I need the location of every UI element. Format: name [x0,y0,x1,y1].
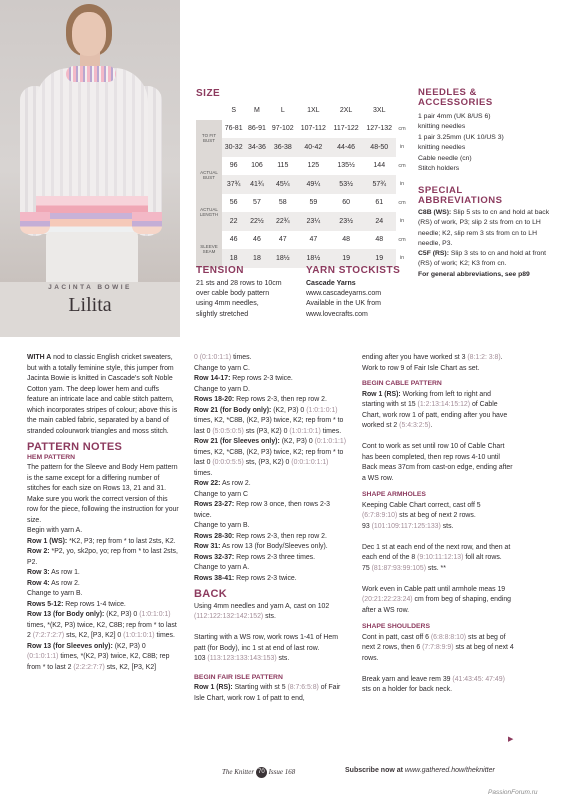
size-cell: 23½ [330,212,363,231]
row-text: sts, K2, [P3, K2] [104,663,157,671]
size-cell: 23¼ [297,212,330,231]
size-values: (112:122:132:142:152) [194,613,264,620]
instruction-line: Change to yarn C [194,490,249,498]
needles-item: 1 pair 3.25mm (UK 10/US 3) [418,133,504,141]
pattern-title: Lilita [68,294,112,316]
intro-lead: WITH A [27,354,52,361]
instruction-line: Change to yarn B. [194,522,250,529]
size-cell: 44-46 [330,138,363,157]
size-cell: 57 [253,199,261,207]
needles-item: 1 pair 4mm (UK 8/US 6) [418,113,491,120]
row-text: (K2, P3) 0 [271,406,307,414]
size-cell: 37¾ [222,175,245,194]
size-unit: in [399,181,405,188]
row-label: Row 13 (for Body only): [27,611,105,618]
instruction-line: Change to yarn D. [194,385,250,393]
sweater-left-cuff [20,212,50,234]
row-instruction [27,579,179,590]
size-col-header: L [280,106,285,114]
row-text: times. [231,354,252,361]
size-cell: 36-38 [269,138,297,157]
row-label: Row 21 (for Sleeves only): [194,438,280,445]
size-cell: 30-32 [222,138,245,157]
tension-line: 21 sts and 28 rows to 10cm [196,280,282,287]
row-text: times, K2, *C8B, (K2, P3) twice, K2; rep from * to last 0 [194,448,344,466]
size-cell: 86-91 [247,125,266,133]
size-cell: 106 [251,162,263,170]
row-text: 93 [362,522,372,530]
hem-text: The pattern for the Sleeve and Body Hem pattern is the same except for a differing number of stitches for each size on Rows 13, 21 and 31. Make sure you work the correct version of this row for the piece, following the instruction for your size. [27,464,179,524]
size-values: (7:2:7:2:7) [32,632,65,639]
size-cell: 61 [375,199,384,207]
row-instruction [194,553,347,564]
size-cell: 24 [363,212,397,231]
size-heading: SIZE [196,88,221,99]
size-cell: 53½ [330,175,363,194]
size-values: (41:43:45: 47:49) [452,675,505,683]
abbr-term: C8B (WS): [418,209,452,216]
size-values: (1:0:1:0:1) [123,632,155,639]
size-cell: 144 [373,162,386,170]
row-label: Rows 28-30: [194,532,235,540]
size-values: (1:0:1:0:1) [289,427,321,435]
row-text: As row 1. [49,569,80,576]
row-text: foll alt rows. [463,554,502,561]
size-values: (6:7:8:9:10) [362,512,398,519]
size-unit: cm [398,162,406,169]
model-face [72,12,106,56]
yarn-brand: Cascade Yarns [306,280,356,287]
size-cell: 46 [253,236,261,244]
size-col-header: M [254,106,260,114]
shape-shoulders-heading: SHAPE SHOULDERS [362,623,430,630]
size-unit: cm [398,199,406,206]
size-cell: 19 [330,249,363,268]
abbr-c8b [418,208,558,249]
needles-heading-line: NEEDLES & [418,87,477,98]
row-instruction [194,374,347,385]
row-text: Rep rows 2-3, then rep row 2. [234,532,327,540]
row-text: Cont in patt, cast off 6 [362,633,431,641]
row-text: (K2, P3) 0 [279,438,315,445]
size-col-header: 1XL [307,106,320,114]
row-text: As row 2. [49,579,80,587]
row-instruction [194,683,347,704]
cable-pattern-heading: BEGIN CABLE PATTERN [362,380,442,387]
size-col-header: S [231,106,236,114]
size-cell: 18½ [297,249,330,268]
size-cell: 48-50 [363,138,397,157]
row-instruction [194,437,347,479]
row-instruction [27,610,179,642]
instruction-line: Change to yarn C. [194,364,250,372]
row-text: (K2, P3) 0 [104,611,140,618]
row-instruction [194,353,347,364]
magazine-name: The Knitter [222,768,255,777]
size-cell: 97-102 [271,125,294,133]
size-cell: 18 [222,249,245,268]
abbr-term: C5F (RS): [418,250,449,258]
row-text: sts at beg of next 2 rows, then 6 [362,633,506,651]
abbr-general [418,270,558,280]
abbr-c5f [418,249,558,270]
size-values: (2:2:2:7:7) [73,663,105,671]
tension-line: slightly stretched [196,310,249,318]
abbr-definition: Slip 3 sts to cn and hold at front (RS) of work; K2; K3 from cn. [418,250,547,268]
row-label: Row 13 (for Sleeves only): [27,642,113,650]
instruction-line: Work to row 9 of Fair Isle Chart as set. [362,364,480,372]
row-label: Row 1 (RS): [194,684,233,691]
row-instruction [194,532,347,543]
row-text: times. [154,632,175,639]
row-text: Rep rows 2-3, then rep row 2. [234,396,327,403]
needles-heading [418,88,558,108]
size-cell: 46 [229,236,238,244]
yarn-line: Available in the UK from [306,300,381,308]
row-label: Row 14-17: [194,375,231,382]
row-text: sts. [276,655,290,662]
footer-magazine [222,767,295,778]
row-label: Row 21 (for Body only): [194,406,272,414]
size-cell: 19 [363,249,397,268]
size-header-row [196,101,408,120]
size-cell: 76-81 [224,125,243,133]
tension-text [196,279,296,320]
size-table-row [196,157,408,176]
instruction-line: Begin with yarn A. [27,527,83,534]
size-cell: 48 [342,236,351,244]
row-label: Rows 18-20: [194,396,235,403]
yarn-stockists-heading: YARN STOCKISTS [306,265,401,276]
row-text: Keeping Cable Chart correct, cast off 5 [362,501,481,509]
instruction-line [362,564,514,575]
needles-heading-line: ACCESSORIES [418,97,493,108]
size-values: (0:0:1:0:1:1) [291,459,329,466]
footer-subscribe [345,767,495,774]
sweater-right-cuff [132,212,162,234]
yarn-stockists-text [306,279,416,320]
yarn-url: www.cascadeyarns.com [306,290,382,298]
size-row-label: ACTUAL LENGTH [196,194,222,231]
back-heading: BACK [194,588,227,600]
row-instruction [194,542,347,553]
size-values: (101:109:117:125:133) [371,522,441,530]
yarn-url: www.lovecrafts.com [306,310,368,318]
row-text: . [430,422,433,429]
paragraph-gap [362,532,514,543]
size-cell: 40-42 [297,138,330,157]
abbr-general-text: For general abbreviations, see p89 [418,270,530,278]
size-cell: 57¾ [363,175,397,194]
size-corner [196,101,222,120]
size-values: (0:0:0:5:5) [212,459,244,466]
size-table-row [196,138,408,157]
row-instruction [194,574,347,585]
instruction-line [362,633,514,665]
paragraph-gap [362,574,514,585]
instruction-line [362,543,514,564]
size-values: (1:0:1:0:1) [306,406,338,414]
tension-line: using 4mm needles, [196,300,259,308]
size-values: (8:7:6:5:8) [287,684,319,691]
row-text: As row 13 (for Body/Sleeves only). [220,543,328,550]
row-text: times, *(K2, P3) twice, K2, C8B; rep from * to last 2 [27,621,177,639]
row-text: sts. ** [426,564,446,572]
row-text: sts (P3, K2) 0 [243,427,290,435]
pattern-notes-heading: PATTERN NOTES [27,441,123,453]
row-text: (K2, P3) 0 [112,642,146,650]
column-3 [362,353,514,696]
size-cell: 34-36 [245,138,268,157]
page-number: 70 [256,767,267,778]
size-row-label: ACTUAL BUST [196,157,222,194]
size-cell: 22½ [245,212,268,231]
size-table-row [196,212,408,231]
row-text: Rep rows 2-3 three times. [234,553,316,561]
instruction-line: Change to yarn A. [194,564,250,571]
size-values: (1:0:1:0:1) [139,611,171,618]
row-text: Working from left to right and starting with st 15 [362,390,491,408]
row-instruction [27,642,179,674]
row-text: Starting with st 5 [232,684,288,691]
row-instruction [362,390,514,432]
size-cell: 96 [229,162,238,170]
row-text: *K2, P3; rep from * to last 2sts, K2. [67,537,176,545]
instruction-line [194,602,347,623]
row-text: sts, (P3, K2) 0 [243,459,292,466]
size-unit: in [399,144,405,151]
watermark: PassionForum.ru [488,789,538,796]
issue-number: Issue 168 [268,768,296,777]
row-label: Rows 38-41: [194,574,235,582]
row-text: Using 4mm needles and yarn A, cast on 102 [194,602,330,610]
tension-line: over cable body pattern [196,290,270,298]
continue-arrow-icon: ▶ [508,736,514,743]
size-values: (113:123:133:143:153) [207,655,277,662]
row-text: Break yarn and leave rem 39 [362,675,453,683]
instruction-line: Cont to work as set until row 10 of Cable Chart has been completed, then rep rows 4-10 until Back meas 37cm from cast-on edge, ending after a WS row. [362,443,513,482]
size-values: (8:1:2: 3:8) [467,354,501,361]
size-table-row [196,175,408,194]
instruction-line [362,675,514,696]
row-text: sts at beg of next 4 rows. [362,644,514,662]
subscribe-text: Subscribe now at [345,767,403,774]
intro-text: nod to classic English cricket sweaters, but with a totally feminine style, this jumper from Jacinta Bowie is knitted in Cascade's soft Noble Cotton yarn. The deep lower hem and cuffs feature an intricate lace and cable stitch pattern, which incorporates stripes of colour; above this is the main cabled fabric, separated by a band of stranded colourwork triangles and moss stitch. [27,354,178,435]
size-cell: 47 [278,236,287,244]
row-text: Rep row 3 once, then rows 2-3 twice. [194,501,330,519]
needles-item: knitting needles [418,123,466,131]
model-photo [0,0,180,282]
size-table-row [196,231,408,250]
row-instruction [194,479,347,490]
row-label: Row 22: [194,480,221,487]
row-text: 103 [194,655,208,662]
instruction-line: Starting with a WS row, work rows 1-41 of Hem patt (for Body), inc 1 st at end of last row. [194,634,338,652]
row-text: sts, K2, [P3, K2] 0 [64,632,124,639]
row-text: sts on a holder for back neck. [362,686,453,693]
row-instruction [194,500,347,521]
hem-pattern-heading: HEM PATTERN [27,453,76,461]
size-cell: 107-112 [300,125,326,133]
size-cell: 127-132 [366,125,393,133]
row-text: cm from beg of shaping, ending after a WS row. [362,596,512,614]
size-table-row [196,194,408,213]
instruction-line [362,585,514,617]
size-values: (5:0:5:0:5) [212,427,244,435]
shape-armholes-heading: SHAPE ARMHOLES [362,491,426,498]
row-text: times, *(K2, P3) twice, K2, C8B; rep from * to last 2 [27,653,170,671]
intro-paragraph [27,353,179,437]
size-cell: 60 [342,199,351,207]
size-values: (81:87:93:99:105) [371,564,426,572]
size-values: (5:4:3:2:5) [399,422,431,429]
size-cell: 56 [229,199,238,207]
paragraph-gap [194,623,347,634]
size-cell: 47 [309,236,318,244]
row-text: ending after you have worked st 3 [362,354,468,361]
size-cell: 45¼ [269,175,297,194]
row-text: times, K2, *C8B, (K2, P3) twice, K2; rep from * to last 0 [194,417,344,435]
column-2 [194,353,347,704]
row-text: Rep rows 1-4 twice. [63,600,126,608]
row-text: sts at beg of next 2 rows. [397,512,476,519]
paragraph-gap [362,664,514,675]
size-cell: 135½ [337,162,355,170]
size-col-header: 3XL [373,106,386,114]
row-text: sts. [440,522,454,530]
row-label: Rows 23-27: [194,501,235,508]
size-cell: 18½ [269,249,297,268]
size-cell: 48 [375,236,384,244]
row-label: Row 1 (WS): [27,537,68,545]
size-cell: 58 [278,199,287,207]
size-cell: 18 [245,249,268,268]
row-text: Work even in Cable patt until armhole meas 19 [362,585,506,593]
size-cell: 115 [277,162,289,170]
row-text: Rep rows 2-3 twice. [234,574,297,582]
size-values: (20:21:22:23:24) [362,596,413,603]
row-text: As row 2. [220,480,251,487]
row-label: Row 3: [27,569,50,576]
size-values: (0:1:0:1:1) [27,653,59,660]
row-label: Row 31: [194,543,221,550]
size-cell: 59 [309,199,318,207]
row-instruction [27,537,179,548]
size-cell: 22 [222,212,245,231]
size-values: (6:8:8:8:10) [430,633,467,641]
size-col-header: 2XL [339,106,353,114]
row-text: Dec 1 st at each end of the next row, and then at each end of the 8 [362,543,511,561]
row-instruction [27,600,179,611]
needles-item: Cable needle (cn) [418,154,472,162]
row-instruction [27,568,179,579]
row-label: Row 2: [27,548,50,555]
instruction-line [362,522,514,533]
size-values: 0 (0:1:0:1:1) [194,354,232,361]
size-unit: in [399,255,405,262]
abbreviations-heading [418,186,558,206]
size-unit: cm [398,236,406,243]
abbr-heading-line: SPECIAL [418,185,463,196]
row-label: Row 1 (RS): [362,390,401,398]
needles-item: knitting needles [418,144,466,152]
size-cell: 125 [307,162,320,170]
instruction-line [194,654,347,665]
abbr-definition: Slip 5 sts to cn and hold at back (RS) of work, P3; slip 2 sts from cn to LH needle; K2, slip rem 3 sts from cn to LH needle, P3. [418,209,550,247]
row-instruction [27,547,179,568]
size-table [196,101,408,268]
size-cell: 49¼ [297,175,330,194]
size-cell: 117-122 [333,125,359,133]
size-values: (0:1:0:1:1) [314,438,347,445]
row-instruction [194,406,347,438]
tension-heading: TENSION [196,265,244,276]
size-row-label: SLEEVE SEAM [196,231,222,268]
size-values: (9:10:11:12:13) [417,554,464,561]
size-cell: 22¾ [269,212,297,231]
size-values: (7:7:8:9:9) [422,644,454,651]
row-text: Rep rows 2-3 twice. [230,375,293,382]
row-instruction [194,395,347,406]
abbr-heading-line: ABBREVIATIONS [418,195,503,206]
row-text: 75 [362,564,372,572]
instruction-line [362,353,514,364]
size-table-row [196,120,408,139]
skirt [46,232,138,282]
row-text: *P2, yo, sk2po, yo; rep from * to last 2sts, P2. [27,548,178,566]
row-text: of Fair Isle Chart, work row 1 of patt to end, [194,684,341,702]
row-text: sts. [263,613,276,620]
size-row-label: TO FIT BUST [196,120,222,157]
row-text: times. [320,427,342,435]
paragraph-gap [362,432,514,443]
row-label: Rows 32-37: [194,553,235,561]
row-label: Rows 5-12: [27,600,64,608]
abbreviations-text [418,208,558,280]
needles-list [418,112,558,174]
unit-spacer [396,101,408,120]
column-1 [27,353,179,673]
row-text: times. [194,469,213,477]
instruction-line [362,501,514,522]
fair-isle-heading: BEGIN FAIR ISLE PATTERN [194,673,283,681]
instruction-line: Change to yarn B. [27,590,83,597]
needles-item: Stitch holders [418,165,460,173]
hero-panel [0,0,180,337]
designer-name: JACINTA BOWIE [48,284,132,291]
size-unit: cm [398,125,406,132]
size-unit: in [399,218,405,225]
row-text: of Cable Chart, work row 1 of patt, ending after you have worked st 2 [362,401,508,429]
row-label: Row 4: [27,579,50,587]
size-cell: 41¾ [245,175,268,194]
sweater-collar [66,66,116,82]
subscribe-link[interactable]: www.gathered.how/theknitter [404,767,495,774]
size-values: (1:2:13:14:15:12) [417,401,471,408]
row-text: . [500,354,503,361]
